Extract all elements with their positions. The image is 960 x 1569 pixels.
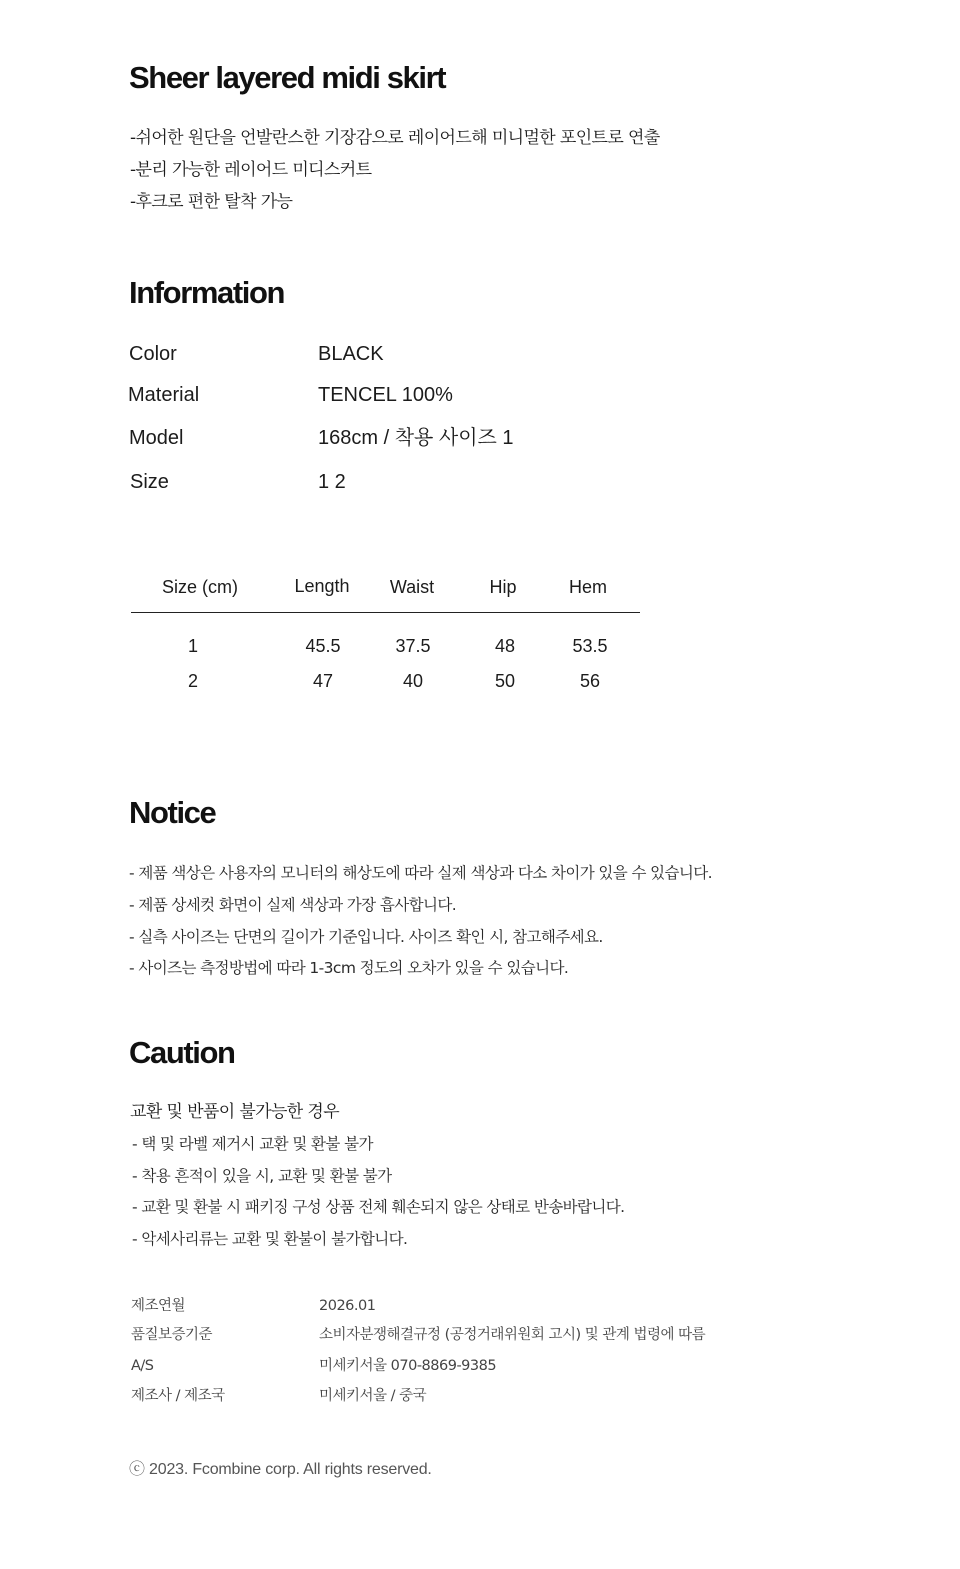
notice-item: - 사이즈는 측정방법에 따라 1-3cm 정도의 오차가 있을 수 있습니다.	[129, 959, 569, 977]
spec-label: 제조사 / 제조국	[131, 1388, 225, 1404]
information-heading: Information	[129, 275, 285, 310]
info-label-material: Material	[128, 384, 200, 406]
info-value-color: BLACK	[318, 343, 384, 365]
product-title: Sheer layered midi skirt	[129, 60, 446, 95]
table-cell: 53.5	[572, 636, 608, 656]
table-cell: 37.5	[395, 636, 431, 656]
table-cell: 48	[494, 636, 516, 656]
table-header-waist: Waist	[389, 577, 435, 597]
copyright: ⓒ 2023. Fcombine corp. All rights reserved.	[129, 1461, 432, 1478]
caution-item: - 교환 및 환불 시 패키징 구성 상품 전체 훼손되지 않은 상태로 반송바랍니다.	[132, 1198, 625, 1216]
info-value-material: TENCEL 100%	[318, 384, 453, 406]
spec-label: 품질보증기준	[131, 1327, 213, 1343]
description-line: -분리 가능한 레이어드 미디스커트	[130, 160, 372, 180]
caution-item: - 택 및 라벨 제거시 교환 및 환불 불가	[132, 1135, 373, 1153]
notice-item: - 제품 상세컷 화면이 실제 색상과 가장 흡사합니다.	[129, 896, 457, 914]
caution-item: - 착용 흔적이 있을 시, 교환 및 환불 불가	[132, 1167, 392, 1185]
spec-label: 제조연월	[131, 1298, 186, 1314]
info-value-size: 1 2	[318, 471, 346, 493]
description-line: -쉬어한 원단을 언발란스한 기장감으로 레이어드해 미니멀한 포인트로 연출	[130, 128, 660, 148]
info-label-color: Color	[129, 343, 177, 365]
notice-item: - 제품 색상은 사용자의 모니터의 해상도에 따라 실제 색상과 다소 차이가 있을 수 있습니다.	[129, 864, 713, 882]
spec-value: 2026.01	[319, 1298, 376, 1314]
table-header-hem: Hem	[568, 577, 607, 597]
table-cell: 1	[187, 636, 198, 656]
spec-label: A/S	[131, 1358, 154, 1374]
table-cell: 50	[494, 671, 516, 691]
caution-subtitle: 교환 및 반품이 불가능한 경우	[130, 1102, 340, 1122]
info-value-model: 168cm / 착용 사이즈 1	[318, 427, 514, 449]
description-line: -후크로 편한 탈착 가능	[130, 192, 293, 212]
spec-value: 미세키서울 070-8869-9385	[319, 1358, 497, 1374]
table-cell: 2	[187, 671, 198, 691]
table-cell: 45.5	[305, 636, 341, 656]
info-label-size: Size	[130, 471, 169, 493]
table-header-size: Size (cm)	[162, 577, 238, 597]
info-label-model: Model	[129, 427, 184, 449]
caution-heading: Caution	[129, 1035, 235, 1070]
notice-item: - 실측 사이즈는 단면의 길이가 기준입니다. 사이즈 확인 시, 참고해주세요.	[129, 928, 603, 946]
table-header-length: Length	[294, 576, 350, 596]
caution-item: - 악세사리류는 교환 및 환불이 불가합니다.	[132, 1230, 408, 1248]
table-divider	[131, 612, 640, 613]
table-header-hip: Hip	[489, 577, 517, 597]
table-cell: 47	[312, 671, 334, 691]
spec-value: 소비자분쟁해결규정 (공정거래위원회 고시) 및 관계 법령에 따름	[319, 1327, 706, 1343]
table-cell: 40	[402, 671, 424, 691]
spec-value: 미세키서울 / 중국	[319, 1388, 427, 1404]
table-cell: 56	[579, 671, 601, 691]
notice-heading: Notice	[129, 795, 216, 830]
